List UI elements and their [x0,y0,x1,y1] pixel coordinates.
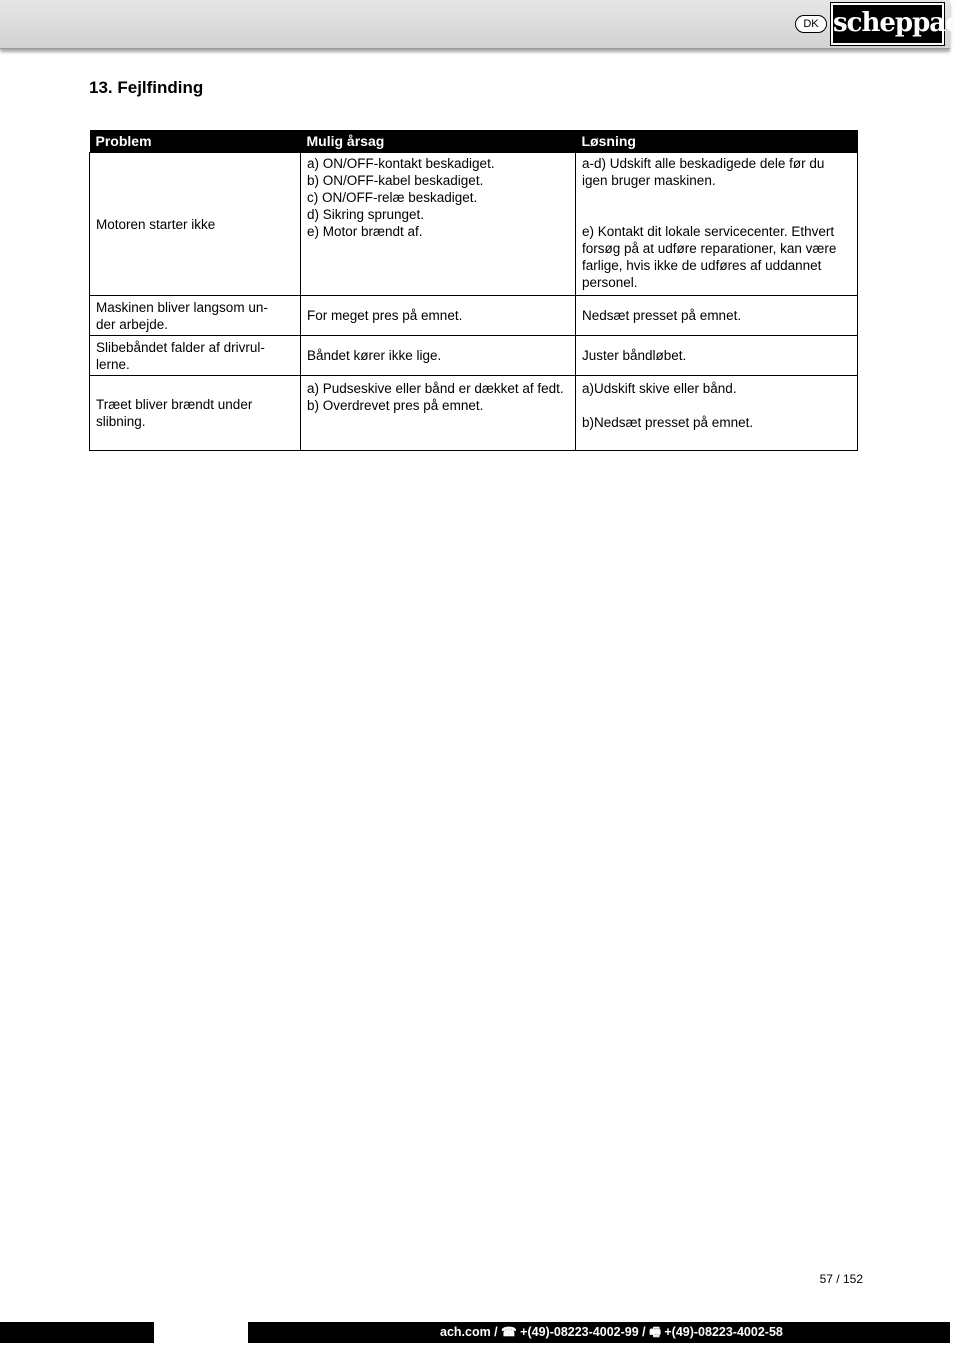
brand-logo: scheppach [831,3,944,45]
footer-bar [0,1322,950,1343]
cause-text: c) ON/OFF-relæ beskadiget. [307,190,478,205]
table-row [90,336,858,376]
problem-cell [90,153,301,296]
cause-text: e) Motor brændt af. [307,224,423,239]
section-title: 13. Fejlfinding [89,78,204,97]
solution-text: a-d) Udskift alle beskadigede dele før du igen bruger maskinen. [582,156,825,188]
table-row [90,153,858,296]
footer-gap [154,1322,248,1343]
header-bar [0,0,978,49]
cause-text: For meget pres på emnet. [307,308,463,323]
cause-text: Båndet kører ikke lige. [307,348,442,363]
solution-cell [576,153,858,296]
solution-cell [576,376,858,451]
problem-text: slibning. [96,414,146,429]
spacer [582,189,851,206]
problem-text: Træet bliver brændt under [96,397,253,412]
problem-text: lerne. [96,356,130,372]
column-header-problem: Problem [90,130,301,153]
cause-cell [301,153,576,296]
troubleshooting-table [89,130,858,451]
footer-contact: ach.com / ☎ +(49)-08223-4002-99 / 🖷 +(49)-08223-4002-58 [440,1325,783,1339]
cause-cell [301,376,576,451]
spacer [582,397,851,414]
cause-text: a) Pudseskive eller bånd er dækket af fedt. [307,381,564,396]
page-number: 57 / 152 [819,1272,863,1286]
column-header-cause: Mulig årsag [301,130,576,153]
problem-text: der arbejde. [96,316,169,332]
solution-text: a)Udskift skive eller bånd. [582,381,737,396]
problem-cell [90,376,301,451]
problem-text: Maskinen bliver langsom un- [96,299,268,315]
problem-text: Motoren starter ikke [96,216,216,232]
cause-text: d) Sikring sprunget. [307,207,425,222]
solution-text: e) Kontakt dit lokale servicecenter. Ethvert forsøg på at udføre reparationer, kan være farlige, hvis ikke de udføres af uddannet personel. [582,224,837,290]
table-row [90,296,858,336]
cause-cell [301,296,576,336]
solution-cell [576,296,858,336]
table-header-row [90,130,858,153]
table-row [90,376,858,451]
cause-cell [301,336,576,376]
cause-text: b) ON/OFF-kabel beskadiget. [307,173,484,188]
cause-text: a) ON/OFF-kontakt beskadiget. [307,156,495,171]
solution-cell [576,336,858,376]
cause-text: b) Overdrevet pres på emnet. [307,398,484,413]
solution-text: b)Nedsæt presset på emnet. [582,415,754,430]
solution-text: Juster båndløbet. [582,348,687,363]
solution-text: Nedsæt presset på emnet. [582,308,742,323]
problem-cell [90,336,301,376]
spacer [582,206,851,223]
problem-cell [90,296,301,336]
problem-text: Slibebåndet falder af drivrul- [96,339,265,355]
column-header-solution: Løsning [576,130,858,153]
language-badge: DK [795,15,827,33]
